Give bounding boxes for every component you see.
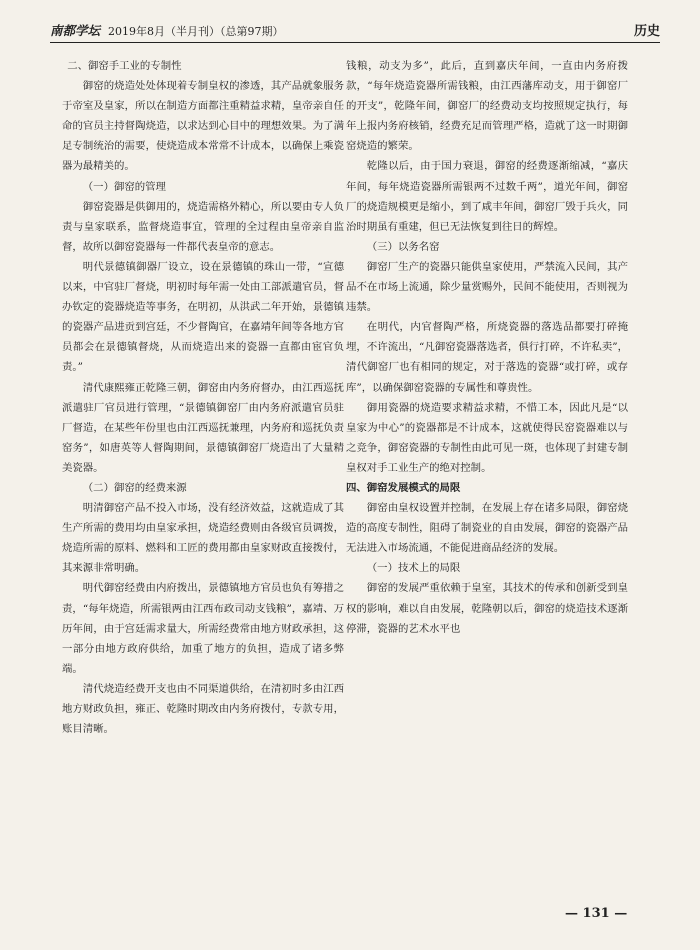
paragraph: 明代景德镇御器厂设立，设在景德镇的珠山一带，“宣德以来，中官驻厂督烧，明初时每年需一处由工部派遣官员，督办钦定的瓷器烧造等事务，在明初，从洪武二年开始，景德镇的瓷器产品进贡到宫廷，不少督陶官，在嘉靖年间等各地方官员都会在景德镇督烧，从而烧造出来的瓷器一直都由宦官负责。” <box>62 260 344 374</box>
paragraph: 御窑厂生产的瓷器只能供皇家使用，严禁流入民间，其产品不在市场上流通，除少量赏赐外，民间不能使用，否则视为违禁。 <box>346 260 628 314</box>
header-left <box>50 21 284 42</box>
subsection-heading: （一）御窑的管理 <box>82 180 166 193</box>
paragraph: 御窑由皇权设置并控制，在发展上存在诸多局限，御窑烧造的高度专制性，阻碍了制瓷业的自由发展，御窑的瓷器产品无法进入市场流通，不能促进商品经济的发展。 <box>346 502 628 555</box>
running-header <box>50 14 660 43</box>
paragraph: 御窑瓷器是供御用的，烧造需格外精心，所以要由专人负责与皇家联系，监督烧造事宜，管理的全过程由皇帝亲自监督，故所以御窑瓷器每一件都代表皇帝的意志。 <box>62 200 344 253</box>
paragraph: 钱粮，动支为多”，此后，直到嘉庆年间，一直由内务府拨款，“每年烧造瓷器所需钱粮，由江西藩库动支，用于御窑厂的开支”，乾隆年间，御窑厂的经费动支均按照规定执行，每年上报内务府核销，经费充足而管理严格，造就了这一时期御窑烧造的繁荣。 <box>346 60 628 153</box>
subsection-heading: （二）御窑的经费来源 <box>82 481 187 494</box>
subsection-heading: （三）以务名窑 <box>366 240 440 253</box>
issue-info: 2019年8月（半月刊）（总第97期） <box>108 25 284 38</box>
paragraph: 明代御窑经费由内府拨出，景德镇地方官员也负有筹措之责，“每年烧造，所需银两由江西布政司动支钱粮”，嘉靖、万历年间，由于宫廷需求量大，所需经费常由地方财政承担，这一部分由地方政府供给，加重了地方的负担，造成了诸多弊端。 <box>62 582 344 675</box>
paragraph: 在明代，内官督陶严格，所烧瓷器的落选品都要打碎掩埋，不许流出，“凡御窑瓷器落选者，俱行打碎，不许私卖”，清代御窑厂也有相同的规定，对于落选的瓷器“或打碎，或存库”，以确保御窑瓷器的专属性和尊贵性。 <box>346 321 628 394</box>
section-heading: 四、御窑发展模式的局限 <box>346 481 461 494</box>
right-column <box>346 56 628 639</box>
paragraph: 御窑的烧造处处体现着专制皇权的渗透，其产品就象服务于帝室及皇家，所以在制造方面都注重精益求精，皇帝亲自任命的官员主持督陶烧造，以求达到心目中的理想效果。为了满足专制统治的需要，使烧造成本常常不计成本，以确保上乘瓷器为最精美的。 <box>62 80 344 173</box>
paragraph: 清代烧造经费开支也由不同渠道供给，在清初时多由江西地方财政负担，雍正、乾隆时期改由内务府拨付，专款专用，账目清晰。 <box>62 682 344 736</box>
journal-name: 南都学坛 <box>50 23 101 38</box>
section-heading: 二、御窑手工业的专制性 <box>67 60 182 72</box>
paragraph: 清代康熙雍正乾隆三朝，御窑由内务府督办，由江西巡抚派遣驻厂官员进行管理，“景德镇御窑厂由内务府派遣官员驻厂督造，在某些年份里也由江西巡抚兼理，内务府和巡抚负责窑务”，如唐英等人督陶期间，景德镇御窑厂烧造出了大量精美瓷器。 <box>62 381 344 474</box>
paragraph: 御窑的发展严重依赖于皇室，其技术的传承和创新受到皇权的影响，难以自由发展，乾隆朝以后，御窑的烧造技术逐渐停滞，瓷器的艺术水平也 <box>346 582 628 635</box>
page-number: — 131 — <box>565 906 628 921</box>
section-name: 历史 <box>633 24 660 39</box>
subsection-heading: （一）技术上的局限 <box>366 562 461 575</box>
paragraph: 乾隆以后，由于国力衰退，御窑的经费逐渐缩减，“嘉庆年间，每年烧造瓷器所需银两不过数千两”，道光年间，御窑厂的烧造规模更是缩小，到了咸丰年间，御窑厂毁于兵火，同治时期虽有重建，但已无法恢复到往日的辉煌。 <box>346 160 628 233</box>
paragraph: 明清御窑产品不投入市场，没有经济效益，这就造成了其生产所需的费用均由皇家承担，烧造经费则由各级官员调拨，烧造所需的原料、燃料和工匠的费用都由皇家财政直接拨付，其来源非常明确。 <box>62 502 344 575</box>
left-column <box>62 56 344 739</box>
paragraph: 御用瓷器的烧造要求精益求精，不惜工本，因此凡是“以皇家为中心”的瓷器都是不计成本，这就使得民窑瓷器难以与之竞争，御窑瓷器的专制性由此可见一斑，也体现了封建专制皇权对手工业生产的绝对控制。 <box>346 401 628 474</box>
